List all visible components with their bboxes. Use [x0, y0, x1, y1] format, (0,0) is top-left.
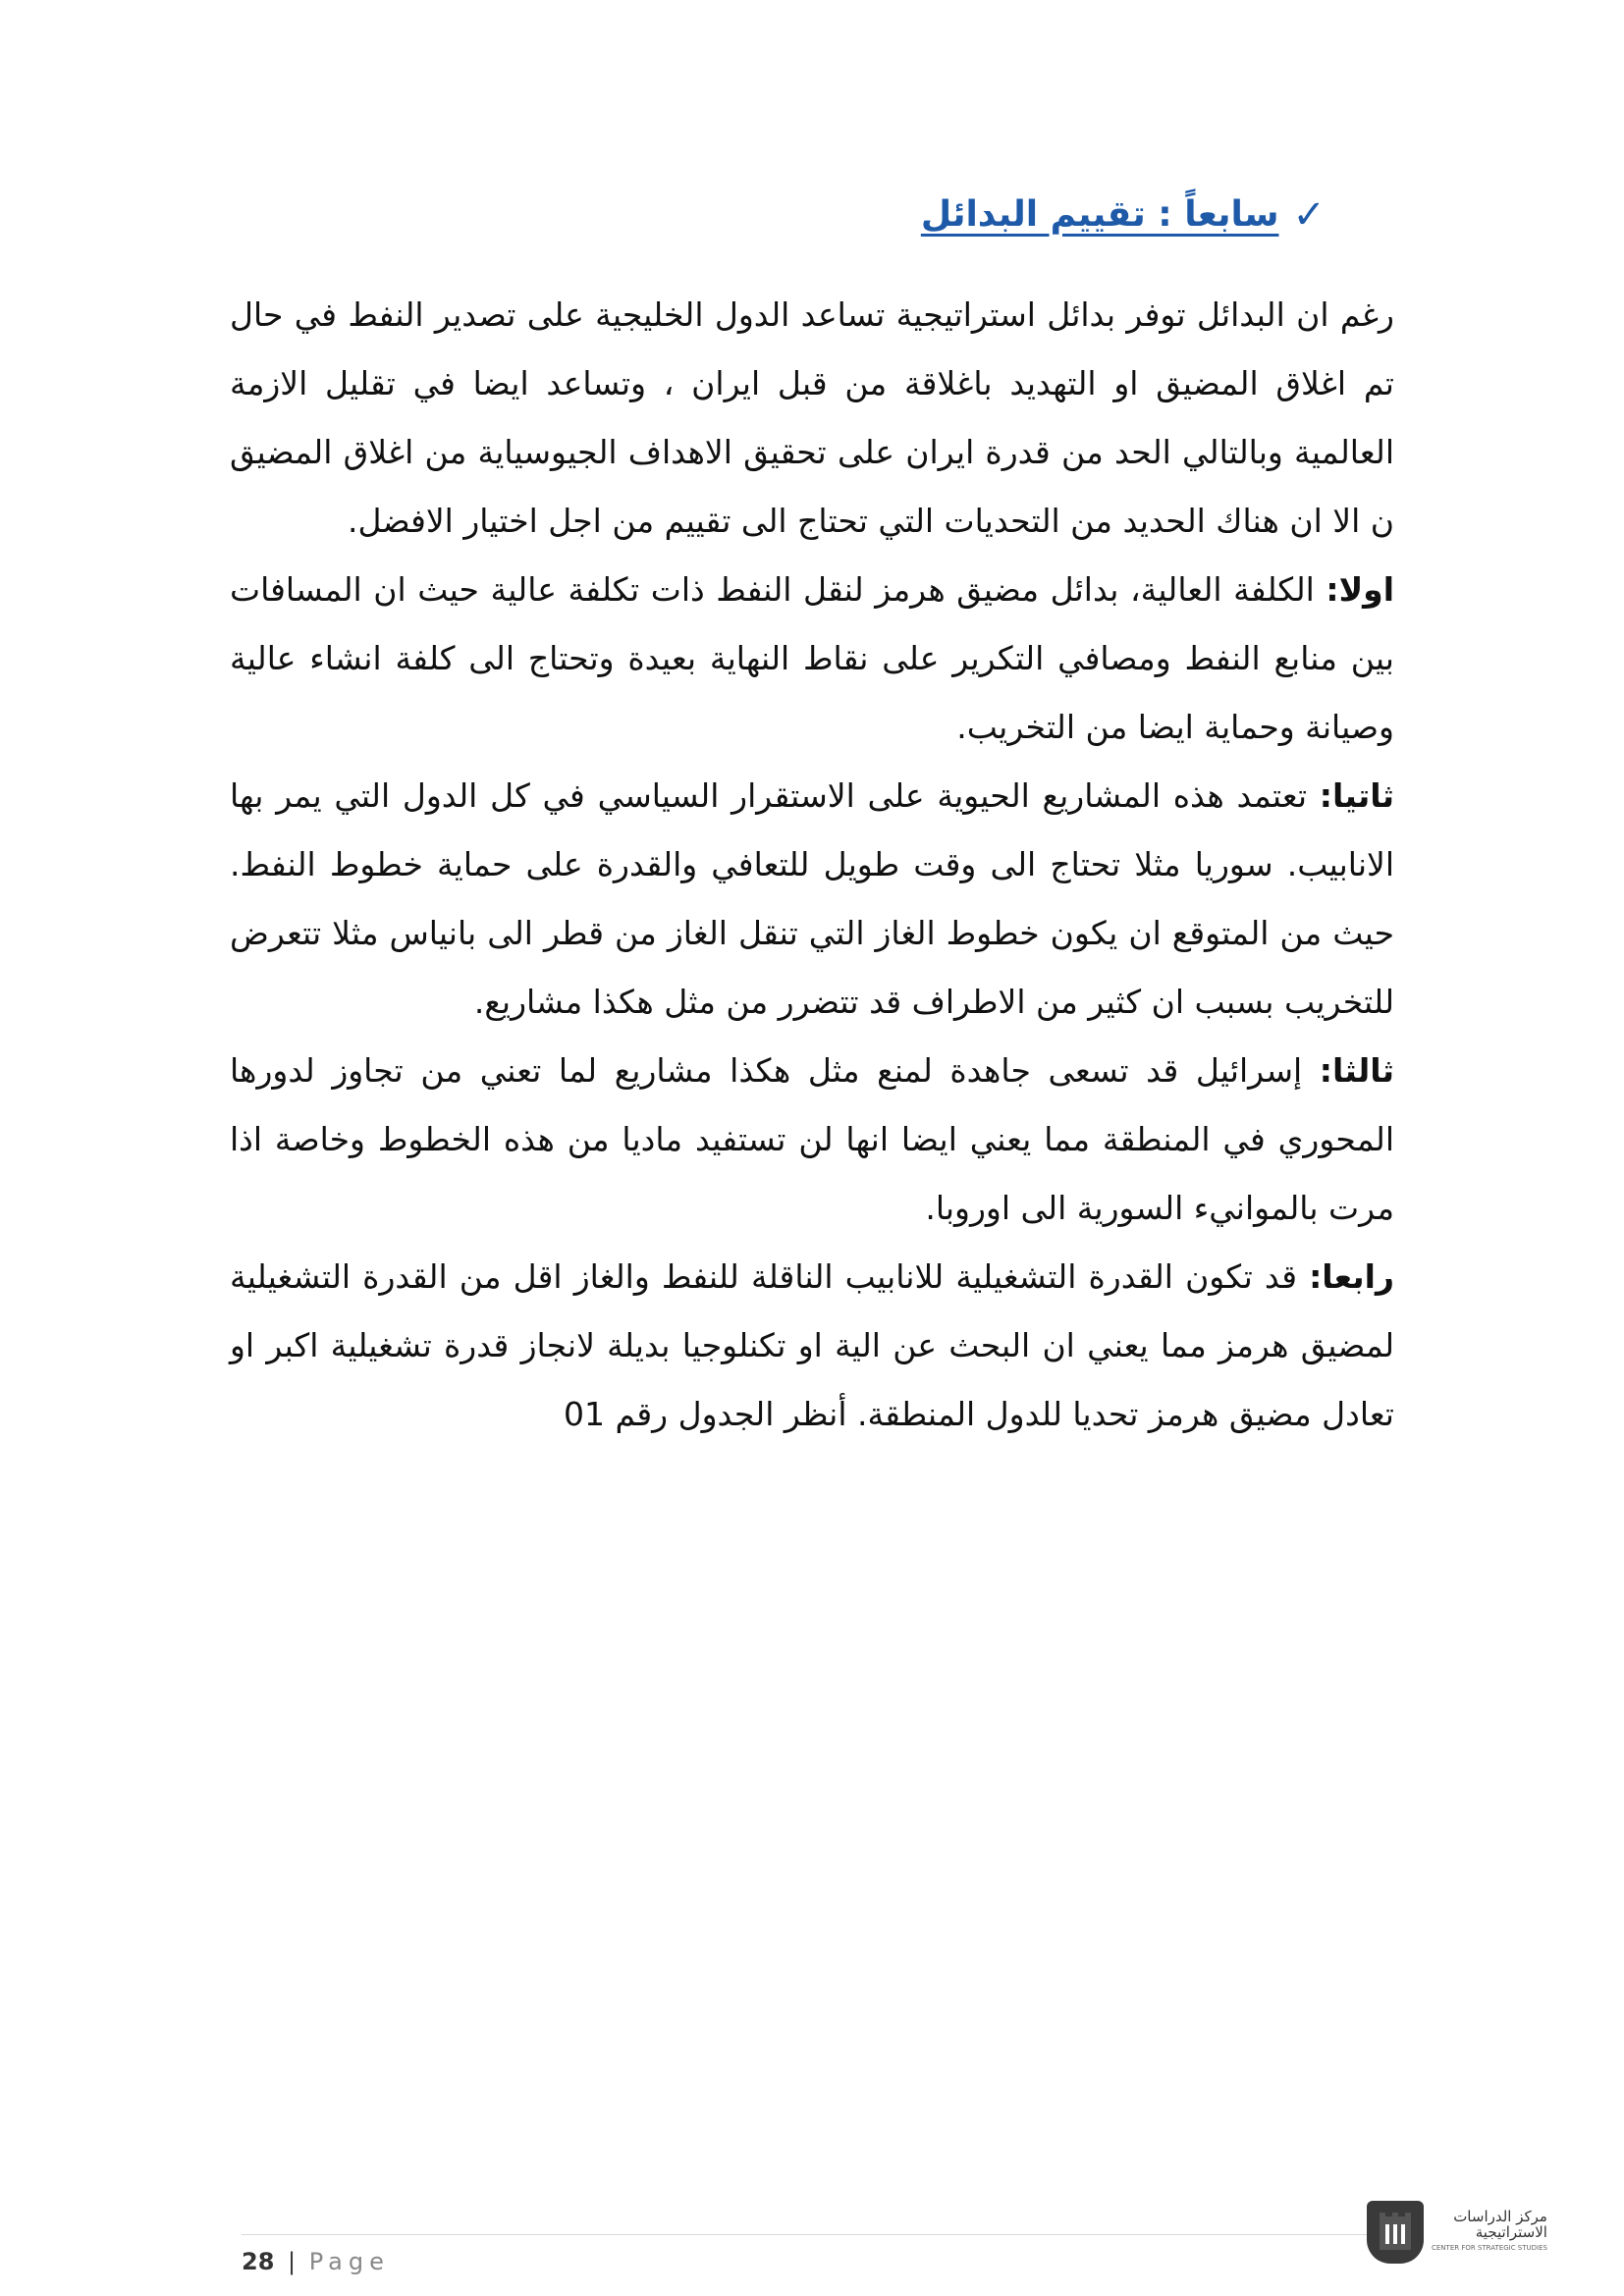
check-icon: ✓ — [1292, 191, 1326, 238]
paragraph-label: رابعا: — [1309, 1257, 1394, 1296]
page-number-footer — [242, 2248, 390, 2275]
logo-text — [1432, 2209, 1547, 2256]
paragraph-intro — [230, 281, 1394, 556]
paragraph-text: الكلفة العالية، بدائل مضيق هرمز لنقل النفط ذات تكلفة عالية حيث ان المسافات بين منابع النفط ومصافي التكرير على نقاط النهاية بعيدة وتحتاج الى كلفة انشاء عالية وصيانة وحماية ايضا من التخريب. — [230, 570, 1394, 746]
paragraph-text: قد تكون القدرة التشغيلية للانابيب الناقلة للنفط والغاز اقل من القدرة التشغيلية لمضيق هرمز مما يعني ان البحث عن الية او تكنلوجيا بديلة لانجاز قدرة تشغيلية اكبر او تعادل مضيق هرمز تحديا للدول المنطقة. أنظر الجدول رقم 01 — [230, 1257, 1394, 1433]
logo-line2: الاستراتيجية — [1475, 2223, 1547, 2241]
logo-line1: مركز الدراسات — [1453, 2208, 1547, 2225]
page-separator: | — [288, 2248, 297, 2275]
logo-line3: CENTER FOR STRATEGIC STUDIES — [1432, 2244, 1547, 2252]
paragraph-text: تعتمد هذه المشاريع الحيوية على الاستقرار السياسي في كل الدول التي يمر بها الانابيب. سوريا مثلا تحتاج الى وقت طويل للتعافي والقدرة على حماية خطوط النفط. حيث من المتوقع ان يكون خطوط الغاز التي تنقل الغاز من قطر الى بانياس مثلا تتعرض للتخريب بسبب ان كثير من الاطراف قد تتضرر من مثل هكذا مشاريع. — [230, 776, 1394, 1021]
paragraph-label: ثاتيا: — [1319, 776, 1394, 815]
paragraph-third — [230, 1037, 1394, 1243]
paragraph-second — [230, 762, 1394, 1037]
paragraph-label: ثالثا: — [1319, 1051, 1394, 1090]
paragraph-text: رغم ان البدائل توفر بدائل استراتيجية تساعد الدول الخليجية على تصدير النفط في حال تم اغلاق المضيق او التهديد باغلاقة من قبل ايران ، وتساعد ايضا في تقليل الازمة العالمية وبالتالي الحد من قدرة ايران على تحقيق الاهداف الجيوسياية من اغلاق المضيق ن الا ان هناك الحديد من التحديات التي تحتاج الى تقييم من اجل اختيار الافضل. — [230, 295, 1394, 540]
section-title: سابعاً : تقييم البدائل — [920, 194, 1279, 235]
castle-logo-icon — [1367, 2201, 1424, 2264]
paragraph-label: اولا: — [1326, 570, 1394, 609]
paragraph-fourth — [230, 1243, 1394, 1449]
page-word: Page — [308, 2248, 390, 2275]
footer-divider — [242, 2234, 1400, 2235]
center-logo — [1367, 2201, 1547, 2264]
section-heading — [920, 191, 1326, 238]
page-number: 28 — [242, 2248, 275, 2275]
paragraph-text: إسرائيل قد تسعى جاهدة لمنع مثل هكذا مشاريع لما تعني من تجاوز لدورها المحوري في المنطقة مما يعني ايضا انها لن تستفيد ماديا من هذه الخطوط وخاصة اذا مرت بالموانيء السورية الى اوروبا. — [230, 1051, 1394, 1227]
paragraph-first — [230, 556, 1394, 762]
body-text — [230, 281, 1394, 1449]
